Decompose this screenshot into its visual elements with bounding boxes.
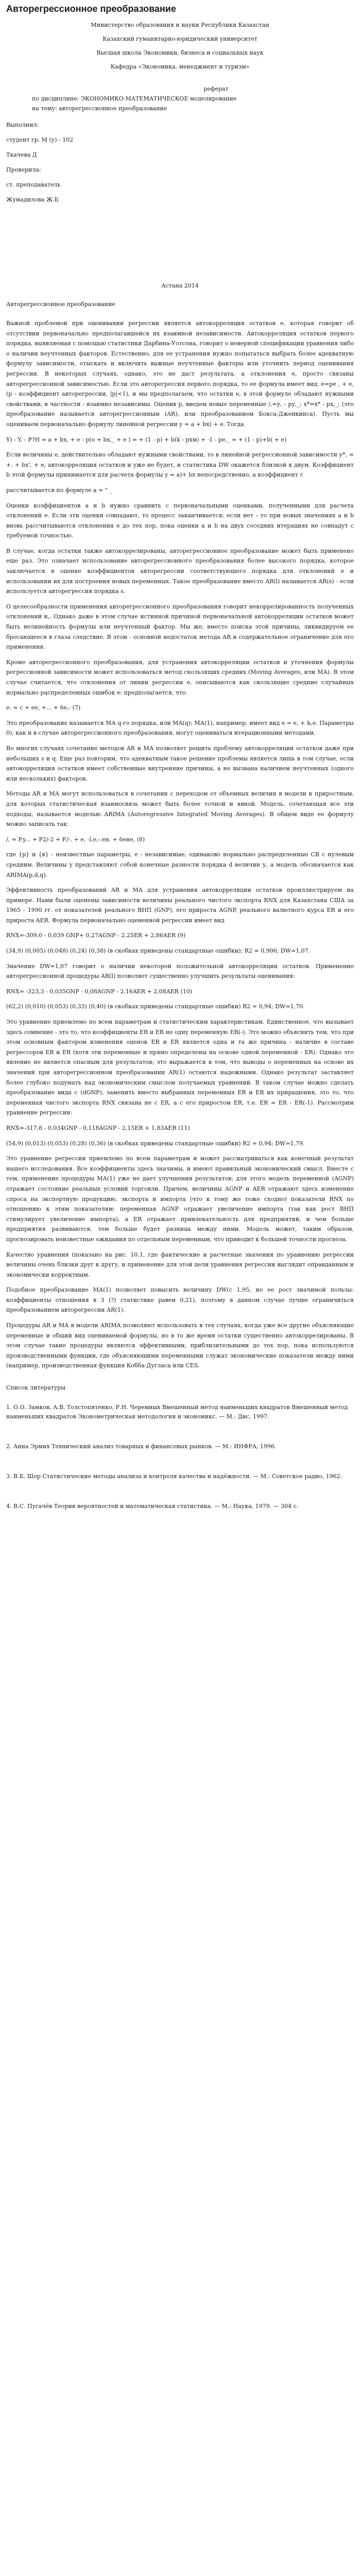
reference-item: 3. В.Б. Шор Статистические методы анализа и контроля качества и надёжности. — М.: Советское радио, 1962.: [6, 1473, 342, 1480]
paragraph: О целесообразности применения авторегрессионного преобразования говорит некоррелированность полученных отклонений и,. Однако даже в этом случае истинной причиной первоначальной автокорреляции остатков может быть нелинейность формулы или неучтенный фактор. Мы же, вместо поиска этой причины, ликвидируем ее бросающееся в глаза следствие. В этом - основной недостаток метода AR и содержательное ограничение для его применения.: [6, 603, 354, 651]
paragraph: В случае, когда остатки также автокоррелированы, авторегрессионное преобразование может быть применено еще раз. Это означает использование авторегрессионного преобразования более высокого порядка, которое заключается в оценке коэффициентов авторегрессии соответствующего порядка для отклонений е и использовании их для построения новых переменных. Такое преобразование вместо AR(l) называется AR(s) - если используется авторегрессия порядка s.: [6, 547, 354, 595]
header-line: Министерство образования и науки Республики Казахстан: [91, 22, 269, 28]
formula: Y) - Y, - P?H = a + bx, + e - p(o + bx,_ + e ) = + (1 - p) + b(k - pxм) + ·1 - pe,_ = + (1 - p)+b( + e): [6, 436, 287, 443]
paragraph: где {р} и {в} - неизвестные параметры, е - независимые, одинаково нормально распределенные СВ с нулевым средним. Величины у представляют собой конечные разности порядка d величин у, а модель обозначается как ARIMA(p,d,q).: [6, 851, 354, 878]
signer-line: Жумадилова Ж.Б: [6, 196, 59, 203]
formula-errors: (62,2) (0,010) (0,053) (0,33) (0,40) (в скобках приведены стандартные ошибки) R2 = 0,94; DW=1,70.: [6, 1003, 305, 1010]
paragraph: Подобное преобразование МА(1) позволяет повысить величину DW(с 1,95, но ее рост значимой пользы: коэффициенты отношения в 3 (?) статистике равен 0,21), поэтому в данном случае лучше ограничиться преобразованием авторегрессии AR(1).: [6, 1286, 354, 1314]
paragraph: Эффективность преобразований AR и МА для устранения автокорреляции остатков проиллюстрируем на примере. Нами были оценены зависимости величины реального чистого экспорта RNX для Казахстана США за 1965 - 1990 гг. от показателей реального ВНП (GNP), его прироста AGNP, реального валютного курса ER и его прироста AER. Формула первоначально оцененной регрессии имеет вид: [6, 887, 354, 924]
paragraph: Если величины е, действительно обладают нужными свойствами, то в линейной регрессионной зависимости у*, = +. + bx', + е, автокорреляция остатков и уже не будет, и статистика DW окажется близкой к двум. Коэффициент b этой формулы принимается для расчета формулы у = а)+ bx непосредственно, а коэффициент с: [6, 451, 354, 479]
formula: RNX=-317,8 - 0,034GNP - 0,118AGNP - 2,15ER + 1,83AER (11): [6, 1124, 190, 1131]
references-heading: Список литературы: [6, 1384, 66, 1392]
paragraph: Во многих случаях сочетание методов AR и МА позволяет решить проблему автокорреляции остатков даже при небольших s и q. Еще раз повторим, что адекватным такое решение проблемы является лишь в том случае, если автокорреляция остатков имеет собственные внутренние причины, а не вызвана наличием неучтенных (одного или нескольких) факторов.: [6, 744, 354, 782]
signers-block: [6, 121, 354, 205]
reference-item: 1. О.О. Замков, А.В. Толстопятенко, Р.Н. Черемных Вмешенный метод наименьших квадратов Вмешенный метод наименьших квадратов Эконометрическая методология и экономикс. — М.: Дис, 1997.: [6, 1404, 348, 1420]
paragraph: Это преобразование называется МА q-го порядка, или MA(q); МА(1), например, имеет вид е = e, + Ь,e. Параметры 0), как и в случае авторегрессионного преобразования, могут оцениваться итерационными методами.: [6, 719, 354, 737]
paragraph: Это уравнение регрессии приемлемо по всем параметрам и может рассматриваться как конечный результат нашего исследования. Все коэффициенты здесь значимы, и имеют правильный экономический смысл. Вместе с тем, применение процедуры МА(1) уже не дает улучшения результатов; для этого модель переменной (AGNP) отражает состояние реальных условий торговли. Причем, величины AGNP и AER отражают здесь изменение спроса на экспортную продукцию, экспорта и импорта (что к тому же тоже сходно) показатели RNX по отношению к этим показателям: переменная AGNP отражает увеличение импорта (так как рост ВНП стимулирует увеличение импорта), а ER отражает привлекательность для предприятий, и чем больше предприятия развиваются, тем больше будет разница между ними. Модель может, таким образом, прогнозировать неизвестные ожидания по отдельным переменным, что приводит к большей точности прогноза.: [6, 1155, 354, 1243]
work-type: реферат: [203, 86, 229, 92]
formula: RNX= -323,3 - 0,035GNP - 0,08AGNP - 2,16AER + 2,08AER (10): [6, 988, 193, 995]
work-type-block: [6, 84, 354, 113]
formula: RNX=-309,0 - 0,039 GNP+ 0,27AGNP - 2,25ER + 2,86AER (9): [6, 932, 186, 939]
paragraph: Процедуры AR и МА в модели ARIMA позволяют использовать в тех случаях, когда уже все другие объясняющие переменные и общий вид оцениваемой формулы, но в то же время остатки существенно автокоррелированы. В этом случае такие процедуры являются эффективными, приблизительными до тех пор, пока используются производственными функции, где объясняющими переменными служат экономические показатели между ними (например, производственная функция Кобба-Дугласа или CES.: [6, 1322, 354, 1369]
header-line: Казахский гуманитарно-юридический университет: [102, 36, 257, 42]
document-title: Авторегрессионное преобразование: [6, 4, 177, 14]
signer-line: ст. преподаватель: [6, 181, 61, 188]
signer-line: Проверила:: [6, 166, 41, 173]
city-year: Астана 2014: [161, 282, 199, 289]
paragraph: Кроме авторегрессионного преобразования, для устранения автокорреляции остатков и уточнения формулы регрессионной зависимости может использоваться метод скользящих средних (Moving Averages, или МА). В этом случае считается, что отклонения от линии регрессии е, описываются как скользящие средние случайных нормально распределенных ошибок е: предполагается, что: [6, 658, 354, 696]
topic-line: на тему: авторегрессионное преобразование: [32, 105, 167, 112]
reference-item: 4. В.С. Пугачёв Теория вероятностей и математическая статистика. — М.: Наука, 1979. — 304 с.: [6, 1503, 299, 1510]
reference-item: 2. Анна Эрмих Технический анализ товарных и финансовых рынков. — М.: ИНФРА, 1996.: [6, 1443, 277, 1450]
paragraph: Методы AR и МА могут использоваться в сочетании с переходом от объемных величин в модели к приростным, для которых статистическая взаимосвязь может быть более точной и явной. Модель, сочетающая все эти подходы, называется моделью ARIMA (Autoregressive Integrated Moving Averages). В общем виде ее формулу можно записать так:: [6, 790, 354, 828]
signer-line: Выполнил:: [6, 122, 39, 128]
header-line: Высшая школа Экономики, бизнеса и социальных наук: [96, 49, 264, 56]
section-heading: Авторегрессионное преобразование: [6, 301, 115, 308]
discipline-line: по дисциплине: ЭКОНОМИКО-МАТЕМАТИЧЕСКОЕ моделирование: [32, 95, 237, 102]
formula-errors: (34,9) (0,005) (0,048) (0,24) (0,38) (в скобках приведены стандартные ошибки); R2 = 0,906; DW=1,07.: [6, 947, 311, 955]
paragraph: Значение DW=1,07 говорит о наличии некоторой положительной автокорреляции остатков. Применение авторегрессионной процедуры AR(l) позволяет существенно улучшить результаты оценивания:: [6, 962, 354, 980]
paragraph: Это уравнение приемлемо по всем параметрам и статистическим характеристикам. Единственное, что вызывает здесь сомнение - это то, что коэффициенты ER и ER не одну переменную ER(-). Это можно объяснить тем, что при этом основным фактором изменения оценок ER и ER является одна и та же причина - наличие в составе регрессоров ER и ER (хотя эти переменные и прямо определены на основе одной переменной - ER). Однако это явление не является опасным для результатов; это выражается в том, что выводы о переменных на основе их значений при авторегрессионном преобразовании AR(1) остаются надежными. Однако результат заставляет более глубоко подумать над экономическим смыслом получаемых уравнений. В таком случае можно сделать преобразование вида с (dGNP), заменить вместо выбранных переменных ER и ER их приращения, это то, что переменная чистого экспорта RNX связана не с ER, а с его приростом ER, т.е. ER = ER - ER(-1). Рассмотрим уравнение регрессии:: [6, 1019, 354, 1116]
paragraph: Важной проблемой при оценивании регрессии является автокорреляция остатков е, которая говорит об отсутствии первоначально предполагавшейся их взаимной независимости. Автокорреляция остатков первого порядка, выявляемая с помощью статистики Дарбина-Уотсона, говорит о неверной спецификации уравнения либо о наличии неучтенных факторов. Естественно, для ее устранения нужно попытаться выбрать более адекватную формулу зависимости, отыскать и включить важные неучтенные факторы или уточнить период оценивания регрессии. В некоторых случаях, однако, это не даст результата, а отклонения е, просто связаны авторегрессионной зависимостью. Если это авторегрессия первого порядка, то ее формула имеет вид: е=ре , + е, (р - коэффициент авторегрессии, |р|<1), и мы предполагаем, что остатки е, в этой формуле обладают нужными свойствами, в частности - взаимно независимы. Оценив р, введем новые переменные /,=у, - ру,_; х*=х* - рх,_; (это преобразование называется авторегрессионным (AR), или преобразованием Бокса-Дженкинса). Пусть мы оцениваем первоначально формулу линейной регрессии у = а + bx) + е. Тогда: [6, 320, 354, 428]
formula: /, = P.y... + P2/-2 + P./-. + е, -l,е,-.ен. + 6ене, (8): [6, 836, 145, 843]
formula: рассчитывается по формуле а = " _: [6, 486, 112, 494]
signer-line: студент гр. М (у) - 102: [6, 137, 74, 143]
signer-line: Ткачева Д: [6, 151, 37, 158]
formula: е. = c + ee, +... + 6е,- (7): [6, 704, 81, 711]
paragraph: Качество уравнения (показано на рис. 10.1, где фактические и расчетные значения по уравнению регрессии величины очень близки друг к другу, и применение для этой цели уравнения регрессии выглядит оправданным и экономически корректным.: [6, 1251, 354, 1278]
formula-errors: (54,9) (0,013) (0,053) (0,28) (0,36) (в скобках приведены стандартные ошибки) R2 = 0,94; DW=1,79.: [6, 1140, 305, 1147]
paragraph: Оценки коэффициентов а и b нужно сравнить с первоначальными оценками, полученными для расчета отклонений е. Если эти оценки совпадают, то процесс заканчивается; если нет - то при новых значениях а и b вновь рассчитываются отклонения е до тех пор, пока оценки а и b на двух соседних итерациях не совпадут с требуемой точностью.: [6, 502, 354, 539]
header-line: Кафедра «Экономика, менеджмент и туризм»: [110, 63, 250, 70]
